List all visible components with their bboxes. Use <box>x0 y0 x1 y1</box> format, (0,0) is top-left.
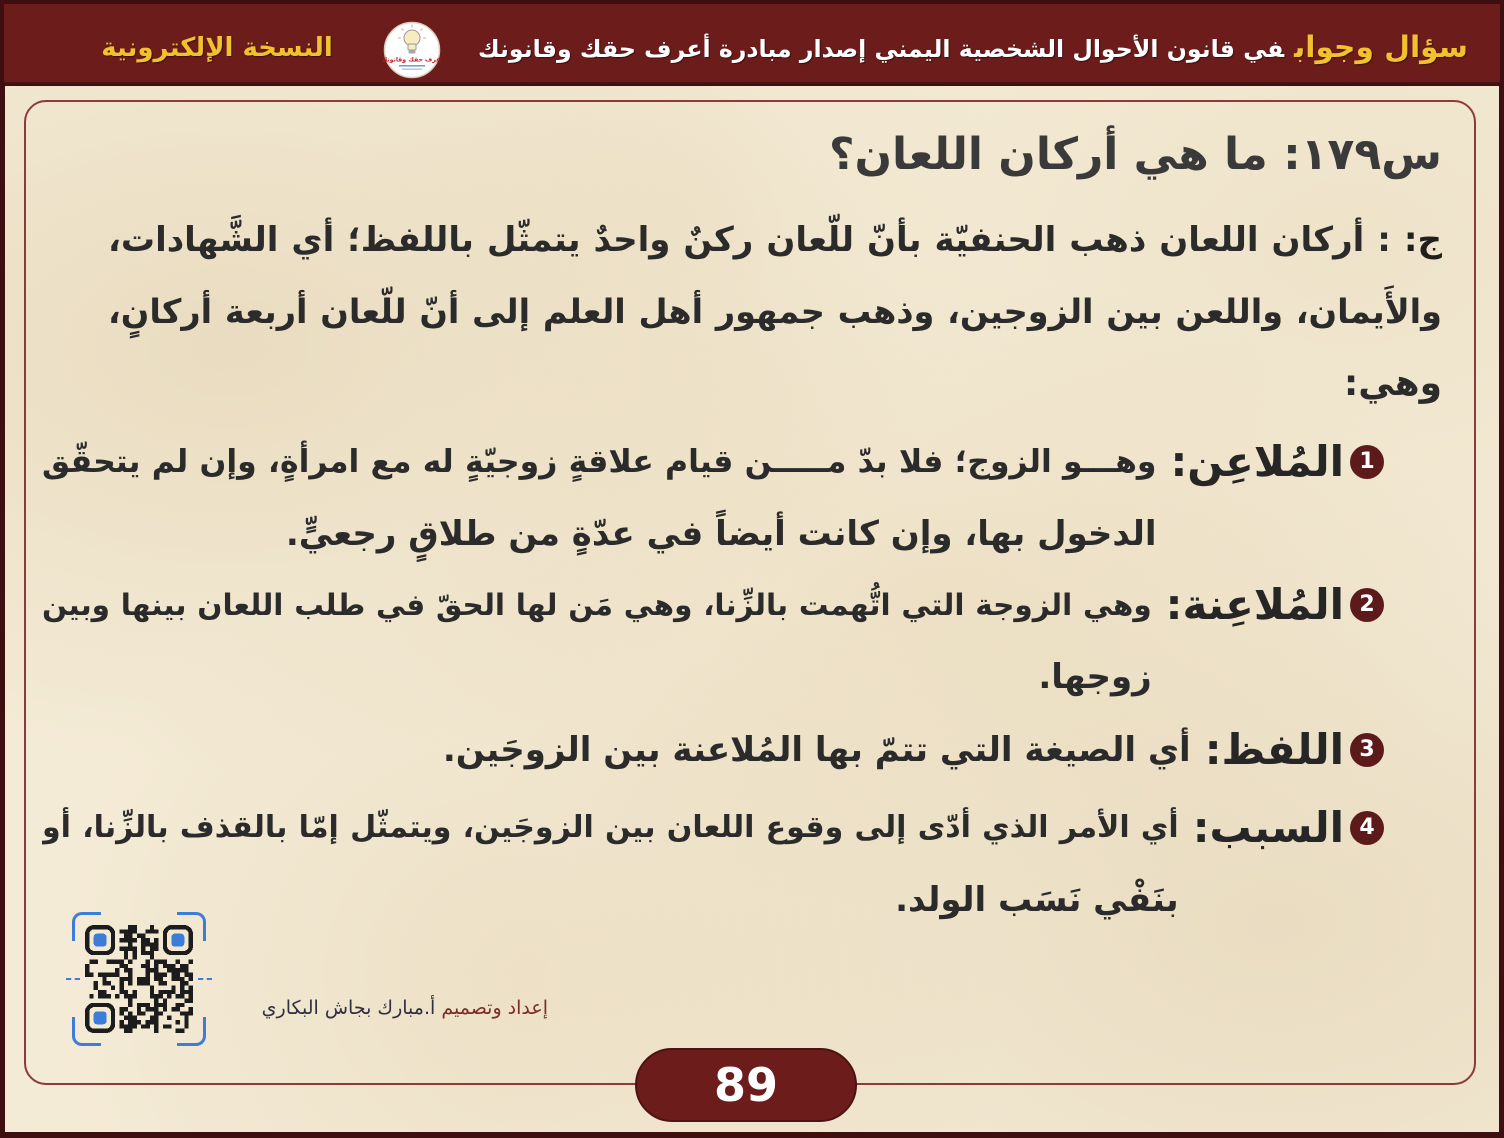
qr-module <box>141 1011 145 1015</box>
qr-module <box>145 1003 149 1007</box>
qr-module <box>120 929 124 933</box>
qr-module <box>150 1007 154 1011</box>
qr-module <box>145 1020 149 1024</box>
qr-module <box>145 960 149 964</box>
qr-module <box>141 1003 145 1007</box>
qr-module <box>150 968 154 972</box>
qr-module <box>189 960 193 964</box>
initiative-logo <box>383 21 441 79</box>
qr-module <box>180 990 184 994</box>
qr-module <box>167 968 171 972</box>
qr-module <box>158 973 162 977</box>
qr-module <box>124 1024 128 1028</box>
qr-module <box>141 981 145 985</box>
qr-module <box>184 968 188 972</box>
qr-module <box>141 934 145 938</box>
qr-module <box>141 964 145 968</box>
qr-module <box>150 985 154 989</box>
header-title <box>470 20 1468 76</box>
pillar-label: السبب: <box>1192 803 1344 852</box>
qr-code <box>72 912 206 1046</box>
pillar-label: المُلاعِن: <box>1170 437 1344 486</box>
qr-module <box>167 1024 171 1028</box>
qr-module <box>163 973 167 977</box>
qr-module <box>150 990 154 994</box>
qr-module <box>133 1020 137 1024</box>
qr-module <box>115 968 119 972</box>
qr-module <box>128 960 132 964</box>
qr-module <box>137 1011 141 1015</box>
pillar-label: اللفظ: <box>1204 725 1344 774</box>
qr-module <box>137 934 141 938</box>
qr-module <box>128 947 132 951</box>
pillar-text-line: بنَفْي نَسَب الولد. <box>895 880 1179 920</box>
qr-module <box>120 960 124 964</box>
qr-module <box>111 973 115 977</box>
qr-module <box>137 1007 141 1011</box>
qr-module <box>128 977 132 981</box>
qr-module <box>145 977 149 981</box>
logo-text: أعرف حقك وقانونك <box>383 56 441 64</box>
qr-module <box>115 973 119 977</box>
qr-module <box>124 990 128 994</box>
qr-module <box>133 990 137 994</box>
pillar-text-line: زوجها. <box>1038 657 1152 697</box>
qr-module <box>176 977 180 981</box>
qr-module <box>176 960 180 964</box>
qr-module <box>141 977 145 981</box>
qr-finder-center <box>94 1011 107 1024</box>
qr-module <box>184 1016 188 1020</box>
qr-module <box>115 960 119 964</box>
qr-module <box>189 977 193 981</box>
qr-module <box>145 1007 149 1011</box>
qr-module <box>124 955 128 959</box>
qr-module <box>184 973 188 977</box>
qr-module <box>176 994 180 998</box>
qr-module <box>171 990 175 994</box>
qr-module <box>85 964 89 968</box>
qr-module <box>171 977 175 981</box>
qr-module <box>107 994 111 998</box>
qr-module <box>154 938 158 942</box>
qr-module <box>184 990 188 994</box>
qr-module <box>158 1011 162 1015</box>
qr-module <box>189 973 193 977</box>
qr-module <box>154 929 158 933</box>
qr-module <box>145 968 149 972</box>
qr-module <box>158 960 162 964</box>
qr-module <box>150 951 154 955</box>
qr-module <box>154 1003 158 1007</box>
qr-module <box>145 1024 149 1028</box>
pillar-item-3 <box>42 714 1384 786</box>
qr-module <box>124 934 128 938</box>
answer-prefix: ج: <box>1403 220 1442 260</box>
number-badge: 3 <box>1350 733 1384 767</box>
qr-module <box>167 994 171 998</box>
qr-module <box>163 1007 167 1011</box>
pillar-item-1 <box>42 426 1384 570</box>
qr-module <box>189 985 193 989</box>
qr-module <box>120 947 124 951</box>
qr-module <box>180 985 184 989</box>
qr-module <box>94 981 98 985</box>
qr-module <box>150 1016 154 1020</box>
number-badge: 4 <box>1350 811 1384 845</box>
qr-module <box>163 1024 167 1028</box>
qr-module <box>145 981 149 985</box>
qr-module <box>145 942 149 946</box>
qr-module <box>141 947 145 951</box>
qr-module <box>154 1007 158 1011</box>
pillar-description <box>42 792 1179 936</box>
qr-module <box>102 994 106 998</box>
pillar-item-2 <box>42 569 1384 713</box>
qr-module <box>154 1011 158 1015</box>
pillar-description <box>42 426 1157 570</box>
qr-module <box>184 998 188 1002</box>
credit-author: أ.مبارك بجاش البكاري <box>261 997 436 1019</box>
qr-module <box>171 973 175 977</box>
qr-module <box>150 929 154 933</box>
qr-module <box>163 998 167 1002</box>
qr-finder-center <box>94 934 107 947</box>
qr-module <box>133 947 137 951</box>
edition-label: النسخة الإلكترونية <box>101 33 333 63</box>
qr-module <box>120 990 124 994</box>
qr-module <box>128 1016 132 1020</box>
qr-module <box>184 981 188 985</box>
qr-module <box>184 1020 188 1024</box>
qr-module <box>180 981 184 985</box>
answer-line <box>108 204 1442 276</box>
bulb-neck <box>408 44 416 50</box>
qr-module <box>189 1011 193 1015</box>
pillar-text-line: وهـــو الزوج؛ فلا بدّ مـــــن قيام علاقةٍ زوجيّةٍ له مع امرأةٍ، وإن لم يتحقّق <box>42 444 1157 480</box>
qr-module <box>124 1007 128 1011</box>
qr-module <box>102 973 106 977</box>
qr-module <box>180 1003 184 1007</box>
qr-module <box>124 1029 128 1033</box>
pillar-text-line: أي الصيغة التي تتمّ بها المُلاعنة بين الزوجَين. <box>442 730 1191 770</box>
qr-module <box>189 994 193 998</box>
qr-module <box>94 985 98 989</box>
qr-module <box>145 938 149 942</box>
pillar-item-4 <box>42 792 1384 936</box>
question-title: س١٧٩: ما هي أركان اللعان؟ <box>828 129 1442 180</box>
qr-module <box>163 964 167 968</box>
qr-module <box>137 1020 141 1024</box>
qr-module <box>124 951 128 955</box>
qr-module <box>167 990 171 994</box>
qr-module <box>120 938 124 942</box>
qr-module <box>158 994 162 998</box>
qr-module <box>180 977 184 981</box>
qr-module <box>158 990 162 994</box>
qr-module <box>133 938 137 942</box>
qr-module <box>124 938 128 942</box>
qr-module <box>120 985 124 989</box>
qr-module <box>176 1020 180 1024</box>
qr-module <box>180 968 184 972</box>
qr-module <box>102 977 106 981</box>
bulb-base <box>409 51 416 54</box>
qr-module <box>189 990 193 994</box>
pillar-label: المُلاعِنة: <box>1165 580 1344 629</box>
qr-pattern <box>85 925 193 1033</box>
qr-module <box>171 964 175 968</box>
qr-module <box>128 973 132 977</box>
header-title-highlight: سؤال وجواب <box>1294 30 1468 65</box>
qr-module <box>180 1029 184 1033</box>
qr-module <box>189 1007 193 1011</box>
qr-module <box>133 1016 137 1020</box>
pillar-description <box>42 569 1152 713</box>
qr-module <box>111 960 115 964</box>
qr-module <box>85 968 89 972</box>
qr-module <box>141 1024 145 1028</box>
qr-module <box>171 1007 175 1011</box>
qr-module <box>176 1007 180 1011</box>
qr-module <box>133 994 137 998</box>
number-badge: 2 <box>1350 588 1384 622</box>
qr-module <box>154 998 158 1002</box>
qr-module <box>128 998 132 1002</box>
qr-module <box>124 977 128 981</box>
credit-line <box>262 994 548 1022</box>
logo-graphic <box>383 21 441 79</box>
qr-module <box>158 1003 162 1007</box>
qr-module <box>150 925 154 929</box>
qr-module <box>128 1011 132 1015</box>
qr-module <box>176 1029 180 1033</box>
qr-module <box>150 942 154 946</box>
qr-module <box>98 973 102 977</box>
qr-module <box>171 968 175 972</box>
qr-module <box>167 1016 171 1020</box>
qr-module <box>94 960 98 964</box>
qr-module <box>163 981 167 985</box>
qr-module <box>98 994 102 998</box>
qr-module <box>180 964 184 968</box>
qr-module <box>154 947 158 951</box>
qr-module <box>128 968 132 972</box>
qr-module <box>163 960 167 964</box>
pillar-description <box>42 714 1191 786</box>
qr-module <box>167 964 171 968</box>
qr-module <box>107 981 111 985</box>
qr-module <box>176 973 180 977</box>
qr-module <box>141 942 145 946</box>
qr-module <box>89 994 93 998</box>
qr-scan-mark <box>66 978 80 980</box>
answer-text: : أركان اللعان ذهب الحنفيّة بأنّ للّعان ركنٌ واحدٌ يتمثّل باللفظ؛ أي الشَّهادات، <box>108 220 1391 260</box>
qr-module <box>128 938 132 942</box>
qr-module <box>89 973 93 977</box>
qr-module <box>128 934 132 938</box>
qr-module <box>115 994 119 998</box>
qr-module <box>128 925 132 929</box>
qr-module <box>111 985 115 989</box>
qr-module <box>176 1003 180 1007</box>
qr-module <box>154 1024 158 1028</box>
qr-module <box>145 964 149 968</box>
answer-line: والأَيمان، واللعن بين الزوجين، وذهب جمهور أهل العلم إلى أنّ للّعان أربعة أركانٍ، <box>108 292 1442 331</box>
qr-module <box>154 994 158 998</box>
qr-module <box>184 964 188 968</box>
qr-module <box>184 1024 188 1028</box>
qr-finder-center <box>171 934 184 947</box>
qr-module <box>154 1029 158 1033</box>
qr-module <box>120 964 124 968</box>
qr-module <box>137 981 141 985</box>
qr-scan-mark <box>198 978 212 980</box>
qr-module <box>124 947 128 951</box>
qr-module <box>107 960 111 964</box>
qr-module <box>158 981 162 985</box>
qr-module <box>120 1020 124 1024</box>
qr-module <box>150 1020 154 1024</box>
qr-module <box>158 977 162 981</box>
qr-module <box>120 1007 124 1011</box>
qr-module <box>89 960 93 964</box>
qr-module <box>189 998 193 1002</box>
qr-module <box>133 951 137 955</box>
qr-module <box>107 973 111 977</box>
qr-module <box>150 955 154 959</box>
page-number: 89 <box>635 1048 857 1122</box>
qr-module <box>150 994 154 998</box>
qr-module <box>154 973 158 977</box>
qr-module <box>154 942 158 946</box>
qr-module <box>180 1011 184 1015</box>
answer-block <box>108 204 1442 420</box>
qr-module <box>163 990 167 994</box>
qr-module <box>154 1020 158 1024</box>
qr-module <box>145 951 149 955</box>
qr-module <box>141 938 145 942</box>
number-badge: 1 <box>1350 445 1384 479</box>
qr-module <box>128 1029 132 1033</box>
header-title-rest: في قانون الأحوال الشخصية اليمني إصدار مبادرة أعرف حقك وقانونك <box>478 35 1285 63</box>
qr-module <box>128 994 132 998</box>
pillar-text-line: الدخول بها، وإن كانت أيضاً في عدّةٍ من طلاقٍ رجعيٍّ. <box>285 514 1157 554</box>
logo-underline <box>399 65 425 67</box>
qr-module <box>154 1016 158 1020</box>
qr-module <box>120 1011 124 1015</box>
pillar-text-line: وهي الزوجة التي اتُّهمت بالزِّنا، وهي مَن لها الحقّ في طلب اللعان بينها وبين <box>42 588 1152 622</box>
qr-module <box>150 947 154 951</box>
qr-module <box>102 981 106 985</box>
qr-module <box>128 981 132 985</box>
logo-underline <box>402 69 422 70</box>
qr-module <box>154 977 158 981</box>
qr-module <box>120 981 124 985</box>
credit-role: إعداد وتصميم <box>441 997 548 1019</box>
qr-module <box>133 929 137 933</box>
qr-module <box>128 1024 132 1028</box>
qr-module <box>154 964 158 968</box>
qr-module <box>171 985 175 989</box>
qr-module <box>176 968 180 972</box>
qr-module <box>180 994 184 998</box>
qr-module <box>128 1003 132 1007</box>
qr-module <box>163 1003 167 1007</box>
qr-module <box>145 973 149 977</box>
qr-module <box>124 964 128 968</box>
qr-module <box>124 1016 128 1020</box>
qr-module <box>141 951 145 955</box>
qr-module <box>85 973 89 977</box>
answer-line: وهي: <box>1343 363 1442 404</box>
qr-module <box>154 968 158 972</box>
qr-module <box>102 990 106 994</box>
qr-module <box>184 1011 188 1015</box>
qr-module <box>128 1020 132 1024</box>
qr-module <box>124 968 128 972</box>
qr-module <box>120 977 124 981</box>
qr-module <box>128 929 132 933</box>
qr-module <box>98 990 102 994</box>
pillar-text-line: أي الأمر الذي أدّى إلى وقوع اللعان بين الزوجَين، ويتمثّل إمّا بالقذف بالزِّنا، أو <box>42 810 1179 845</box>
qr-module <box>128 942 132 946</box>
qr-module <box>137 1003 141 1007</box>
qr-module <box>133 955 137 959</box>
qr-module <box>124 929 128 933</box>
qr-module <box>133 925 137 929</box>
qr-module <box>133 1024 137 1028</box>
qr-module <box>145 929 149 933</box>
qr-module <box>120 1024 124 1028</box>
qr-module <box>124 994 128 998</box>
qr-module <box>137 977 141 981</box>
qr-module <box>154 960 158 964</box>
